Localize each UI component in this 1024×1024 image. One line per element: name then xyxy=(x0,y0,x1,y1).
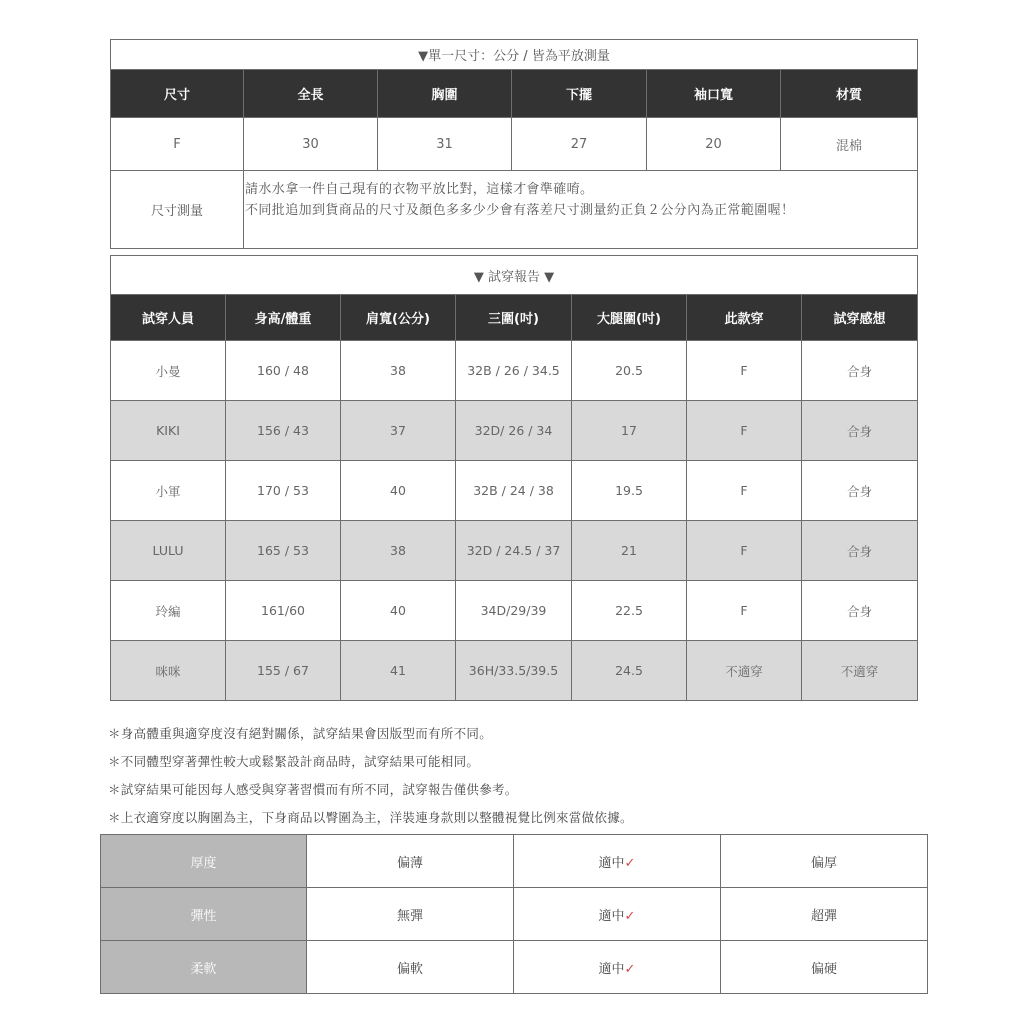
measure-note xyxy=(244,171,918,249)
elasticity-mid xyxy=(514,888,721,941)
softness-low: 偏軟 xyxy=(307,941,514,994)
softness-mid-label: 適中 xyxy=(598,961,625,977)
table-cell: 165 / 53 xyxy=(226,521,341,581)
material-header: 材質 xyxy=(781,70,918,118)
table-cell: 合身 xyxy=(802,341,918,401)
check-icon: ✓ xyxy=(624,855,636,871)
length-header: 全長 xyxy=(244,70,378,118)
table-cell: 咪咪 xyxy=(111,641,226,701)
hem-value: 27 xyxy=(512,118,647,171)
size-header: 尺寸 xyxy=(111,70,244,118)
table-cell: 34D/29/39 xyxy=(456,581,572,641)
table-cell: 玲編 xyxy=(111,581,226,641)
table-row xyxy=(111,461,918,521)
thickness-low: 偏薄 xyxy=(307,835,514,888)
table-cell: 38 xyxy=(341,521,456,581)
size-value: F xyxy=(111,118,244,171)
softness-mid xyxy=(514,941,721,994)
note-item: ＊身高體重與適穿度沒有絕對關係，試穿結果會因版型而有所不同。 xyxy=(108,726,493,741)
table-cell: F xyxy=(687,461,802,521)
softness-high: 偏硬 xyxy=(721,941,928,994)
table-row xyxy=(111,401,918,461)
table-cell: 38 xyxy=(341,341,456,401)
table-cell: 32D / 24.5 / 37 xyxy=(456,521,572,581)
fabric-feel-table xyxy=(100,834,928,994)
table-cell: 小曼 xyxy=(111,341,226,401)
thickness-mid xyxy=(514,835,721,888)
table-cell: 32D/ 26 / 34 xyxy=(456,401,572,461)
table-cell: 19.5 xyxy=(572,461,687,521)
fit-header: 肩寬(公分) xyxy=(341,295,456,341)
table-cell: 24.5 xyxy=(572,641,687,701)
table-cell: 合身 xyxy=(802,581,918,641)
table-cell: 156 / 43 xyxy=(226,401,341,461)
check-icon: ✓ xyxy=(624,961,636,977)
elasticity-low: 無彈 xyxy=(307,888,514,941)
fit-header: 試穿人員 xyxy=(111,295,226,341)
table-row xyxy=(111,521,918,581)
table-cell: 32B / 26 / 34.5 xyxy=(456,341,572,401)
fit-header: 三圍(吋) xyxy=(456,295,572,341)
softness-row xyxy=(101,941,928,994)
table-cell: F xyxy=(687,521,802,581)
cuff-width-value: 20 xyxy=(647,118,781,171)
measure-label: 尺寸測量 xyxy=(111,171,244,249)
table-cell: 36H/33.5/39.5 xyxy=(456,641,572,701)
table-cell: F xyxy=(687,581,802,641)
elasticity-row xyxy=(101,888,928,941)
thickness-high: 偏厚 xyxy=(721,835,928,888)
table-cell: 160 / 48 xyxy=(226,341,341,401)
table-row xyxy=(111,641,918,701)
note-item: ＊不同體型穿著彈性較大或鬆緊設計商品時，試穿結果可能相同。 xyxy=(108,754,480,769)
table-cell: 40 xyxy=(341,581,456,641)
softness-label: 柔軟 xyxy=(101,941,307,994)
table-cell: 合身 xyxy=(802,401,918,461)
table-cell: KIKI xyxy=(111,401,226,461)
notes-list xyxy=(108,720,633,832)
hem-header: 下擺 xyxy=(512,70,647,118)
table-cell: 20.5 xyxy=(572,341,687,401)
table-cell: 小軍 xyxy=(111,461,226,521)
note-item: ＊上衣適穿度以胸圍為主，下身商品以臀圍為主，洋裝連身款則以整體視覺比例來當做依據。 xyxy=(108,810,633,825)
length-value: 30 xyxy=(244,118,378,171)
measure-note-line: 不同批追加到貨商品的尺寸及顏色多多少少會有落差尺寸測量約正負２公分內為正常範圍喔！ xyxy=(245,203,795,218)
table-cell: 17 xyxy=(572,401,687,461)
size-table-caption: ▼單一尺寸：公分 / 皆為平放測量 xyxy=(111,40,918,70)
table-cell: 37 xyxy=(341,401,456,461)
table-cell: 170 / 53 xyxy=(226,461,341,521)
table-cell: 40 xyxy=(341,461,456,521)
chest-value: 31 xyxy=(378,118,512,171)
fit-header: 此款穿 xyxy=(687,295,802,341)
elasticity-label: 彈性 xyxy=(101,888,307,941)
table-cell: 41 xyxy=(341,641,456,701)
thickness-mid-label: 適中 xyxy=(598,855,625,871)
table-cell: F xyxy=(687,341,802,401)
measure-note-line: 請水水拿一件自己現有的衣物平放比對，這樣才會準確唷。 xyxy=(245,182,594,197)
thickness-label: 厚度 xyxy=(101,835,307,888)
table-cell: 21 xyxy=(572,521,687,581)
thickness-row xyxy=(101,835,928,888)
check-icon: ✓ xyxy=(624,908,636,924)
table-cell: 22.5 xyxy=(572,581,687,641)
elasticity-mid-label: 適中 xyxy=(598,908,625,924)
size-table xyxy=(110,39,918,249)
table-cell: 161/60 xyxy=(226,581,341,641)
material-value: 混棉 xyxy=(781,118,918,171)
chest-header: 胸圍 xyxy=(378,70,512,118)
table-cell: 不適穿 xyxy=(802,641,918,701)
table-cell: F xyxy=(687,401,802,461)
table-cell: 155 / 67 xyxy=(226,641,341,701)
table-cell: 合身 xyxy=(802,521,918,581)
table-cell: LULU xyxy=(111,521,226,581)
fit-report-caption: ▼ 試穿報告 ▼ xyxy=(111,256,918,295)
table-row xyxy=(111,341,918,401)
fit-report-table xyxy=(110,255,918,701)
table-cell: 不適穿 xyxy=(687,641,802,701)
elasticity-high: 超彈 xyxy=(721,888,928,941)
fit-header: 大腿圍(吋) xyxy=(572,295,687,341)
table-row xyxy=(111,581,918,641)
table-cell: 32B / 24 / 38 xyxy=(456,461,572,521)
cuff-width-header: 袖口寬 xyxy=(647,70,781,118)
note-item: ＊試穿結果可能因每人感受與穿著習慣而有所不同，試穿報告僅供參考。 xyxy=(108,782,518,797)
table-cell: 合身 xyxy=(802,461,918,521)
fit-header: 試穿感想 xyxy=(802,295,918,341)
fit-header: 身高/體重 xyxy=(226,295,341,341)
